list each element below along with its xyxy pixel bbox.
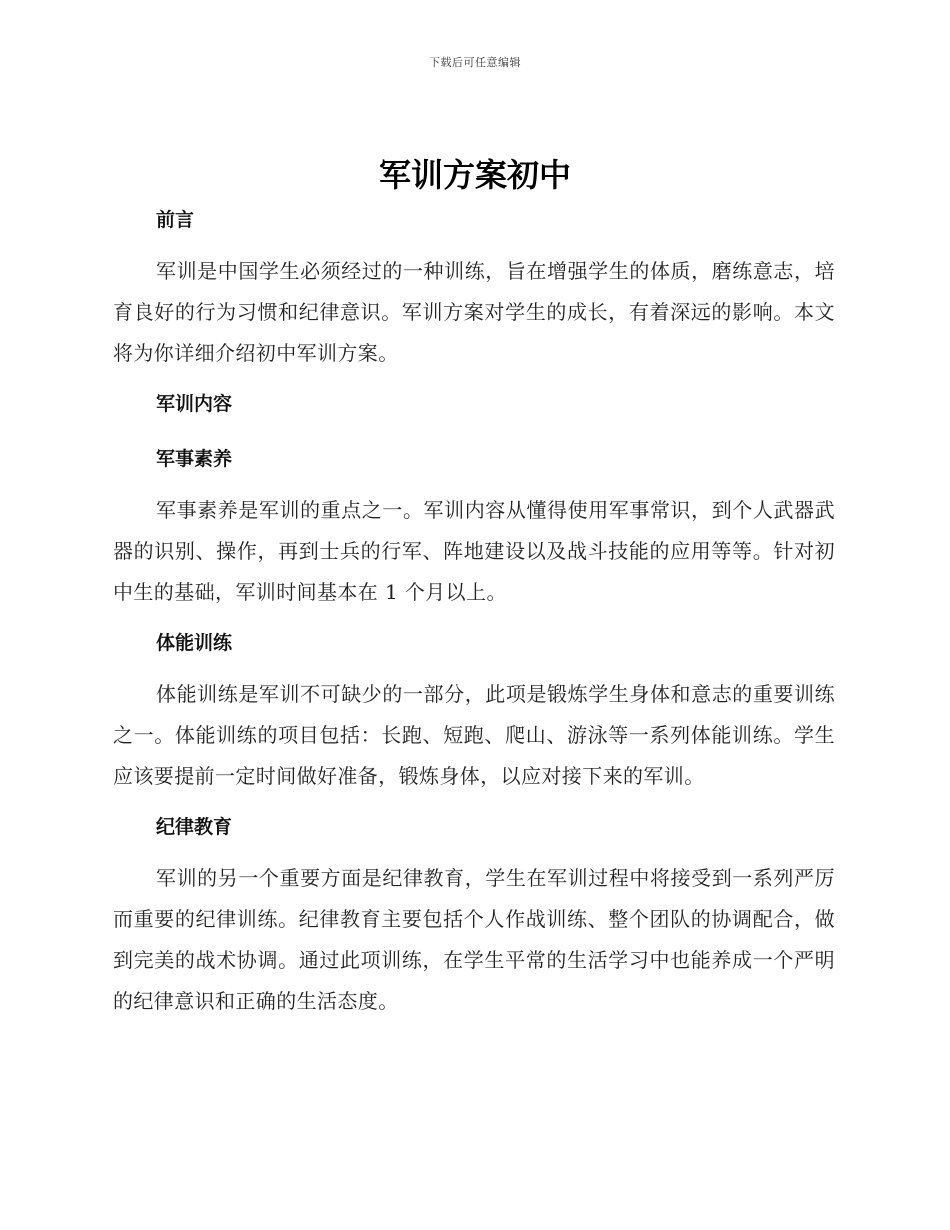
spacer	[113, 797, 835, 811]
section-heading-preface: 前言	[156, 209, 195, 231]
spacer	[113, 659, 835, 674]
paragraph-preface: 军训是中国学生必须经过的一种训练，旨在增强学生的体质，磨练意志，培育良好的行为习惯和纪律意识。军训方案对学生的成长，有着深远的影响。本文将为你详细介绍初中军训方案。	[113, 259, 835, 365]
paragraph-discipline: 军训的另一个重要方面是纪律教育，学生在军训过程中将接受到一系列严厉而重要的纪律训练。纪律教育主要包括个人作战训练、整个团队的协调配合，做到完美的战术协调。通过此项训练，在学生平常的生活学习中也能养成一个严明的纪律意识和正确的生活态度。	[113, 866, 835, 1013]
header-note: 下载后可任意编辑	[429, 56, 521, 69]
spacer	[113, 374, 835, 388]
paragraph-military: 军事素养是军训的重点之一。军训内容从懂得使用军事常识，到个人武器武器的识别、操作，再到士兵的行军、阵地建设以及战斗技能的应用等等。针对初中生的基础，军训时间基本在 1 个月以上。	[113, 498, 835, 604]
document-title: 军训方案初中	[378, 156, 571, 194]
spacer	[113, 475, 835, 490]
spacer	[113, 420, 835, 443]
section-heading-discipline: 纪律教育	[156, 816, 233, 838]
section-heading-physical: 体能训练	[156, 632, 233, 654]
document-body	[113, 204, 835, 1022]
section-heading-content: 军训内容	[156, 393, 233, 415]
spacer	[113, 843, 835, 858]
spacer	[113, 236, 835, 251]
paragraph-physical: 体能训练是军训不可缺少的一部分，此项是锻炼学生身体和意志的重要训练之一。体能训练的项目包括：长跑、短跑、爬山、游泳等一系列体能训练。学生应该要提前一定时间做好准备，锻炼身体，以应对接下来的军训。	[113, 682, 835, 788]
section-heading-military: 军事素养	[156, 448, 233, 470]
spacer	[113, 613, 835, 627]
